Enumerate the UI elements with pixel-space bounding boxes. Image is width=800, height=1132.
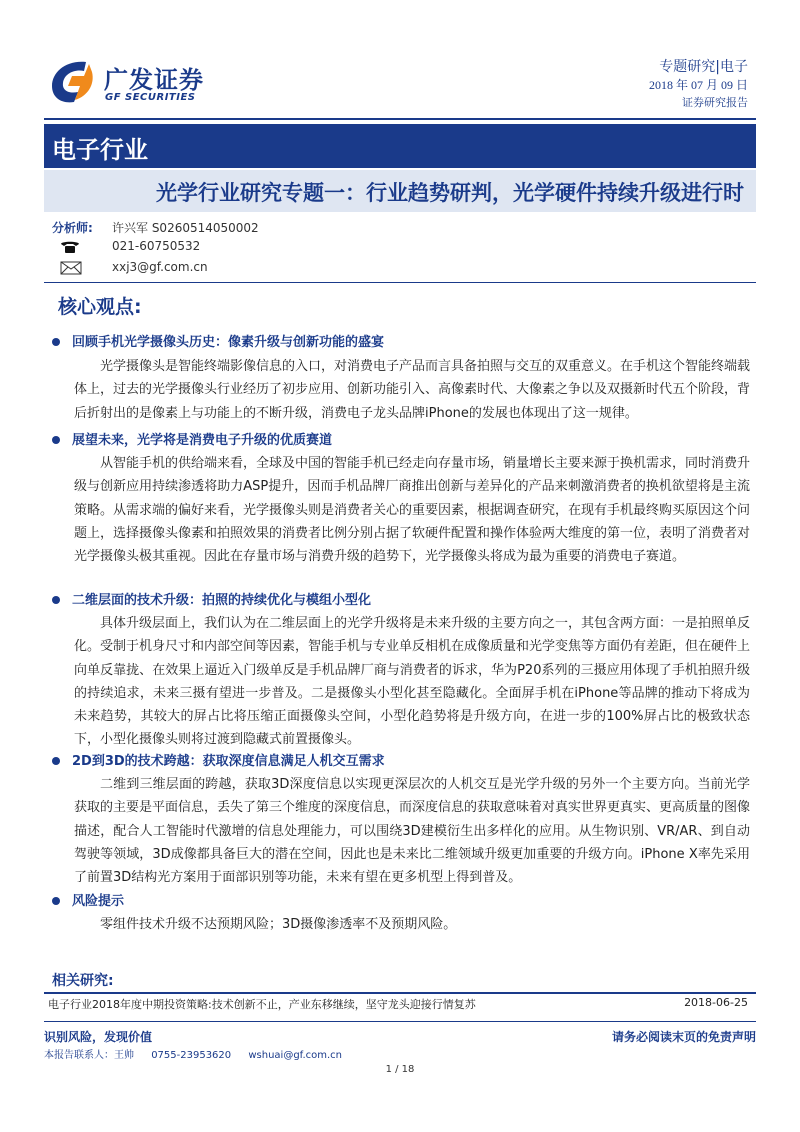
page-number: 1 / 18 <box>385 1064 415 1075</box>
phone-icon <box>52 239 112 254</box>
section-heading-1: 回顾手机光学摄像头历史：像素升级与创新功能的盛宴 <box>52 331 384 350</box>
envelope-icon <box>52 260 112 275</box>
bullet-icon <box>52 897 60 905</box>
analyst-label: 分析师: <box>52 221 93 235</box>
contact-phone: 0755-23953620 <box>151 1050 232 1061</box>
related-research-date: 2018-06-25 <box>684 996 748 1009</box>
footer-slogan: 识别风险，发现价值 <box>44 1030 153 1044</box>
logo-chinese-name: 广发证券 <box>104 66 204 94</box>
analyst-phone: 021-60750532 <box>112 239 201 253</box>
title-band <box>44 170 756 212</box>
analyst-name-id: 许兴军 S0260514050002 <box>112 221 259 235</box>
section-body-risk: 零组件技术升级不达预期风险；3D摄像渗透率不及预期风险。 <box>100 917 457 932</box>
related-divider <box>44 992 756 994</box>
bullet-icon <box>52 596 60 604</box>
analyst-row <box>52 219 259 236</box>
section-heading-3: 二维层面的技术升级：拍照的持续优化与模组小型化 <box>52 589 371 608</box>
industry-band <box>44 124 756 168</box>
analyst-divider <box>44 282 756 283</box>
logo-english-name: GF SECURITIES <box>105 92 196 103</box>
section-body-1: 光学摄像头是智能终端影像信息的入口，对消费电子产品而言具备拍照与交互的双重意义。在手机这个智能终端载体上，过去的光学摄像头行业经历了初步应用、创新功能引入、高像素时代、大像素之争以及双摄新时代五个阶段，背后折射出的是像素上与功能上的不断升级，消费电子龙头品牌iPhone的发展也体现出了这一规律。 <box>74 359 751 421</box>
bullet-icon <box>52 757 60 765</box>
analyst-phone-row <box>52 239 200 254</box>
report-title: 光学行业研究专题一：行业趋势研判，光学硬件持续升级进行时 <box>156 181 744 205</box>
gf-logo-icon <box>48 58 98 106</box>
related-research-title: 相关研究: <box>52 973 114 989</box>
bullet-icon <box>52 436 60 444</box>
analyst-email-row <box>52 260 208 275</box>
report-category: 专题研究|电子 <box>659 59 748 75</box>
footer-contact <box>44 1046 356 1061</box>
report-date: 2018 年 07 月 09 日 <box>648 78 748 92</box>
bullet-icon <box>52 338 60 346</box>
contact-name: 本报告联系人：王帅 <box>44 1050 134 1061</box>
section-heading-4: 2D到3D的技术跨越：获取深度信息满足人机交互需求 <box>52 750 385 769</box>
footer-disclaimer-note: 请务必阅读末页的免责声明 <box>611 1030 756 1044</box>
industry-name: 电子行业 <box>52 136 148 164</box>
section-body-2: 从智能手机的供给端来看，全球及中国的智能手机已经走向存量市场，销量增长主要来源于换机需求，同时消费升级与创新应用持续渗透将助力ASP提升，因而手机品牌厂商推出创新与差异化的产品来刺激消费者的换机欲望将是主流策略。从需求端的偏好来看，光学摄像头则是消费者关心的重要因素，根据调查研究，在现有手机最终购买原因这个问题上，选择摄像头像素和拍照效果的消费者比例分别占据了软硬件配置和操作体验两大维度的第一位，表明了消费者对光学摄像头极其重视。因此在存量市场与消费升级的趋势下，光学摄像头将成为最为重要的消费电子赛道。 <box>74 456 751 565</box>
section-heading-2: 展望未来，光学将是消费电子升级的优质赛道 <box>52 429 332 448</box>
section-body-3: 具体升级层面上，我们认为在二维层面上的光学升级将是未来升级的主要方向之一，其包含两方面：一是拍照单反化。受制于机身尺寸和内部空间等因素，智能手机与专业单反相机在成像质量和光学变焦等方面仍有差距，但在硬件上向单反靠拢、在效果上逼近入门级单反是手机品牌厂商与消费者的诉求，华为P20系列的三摄应用体现了手机拍照升级的持续追求，未来三摄有望进一步普及。二是摄像头小型化甚至隐藏化。全面屏手机在iPhone等品牌的推动下将成为未来趋势，其较大的屏占比将压缩正面摄像头空间，小型化趋势将是升级方向，在进一步的100%屏占比的极致状态下，小型化摄像头则将过渡到隐藏式前置摄像头。 <box>74 616 751 748</box>
analyst-email[interactable]: xxj3@gf.com.cn <box>112 260 208 274</box>
section-body-4: 二维到三维层面的跨越，获取3D深度信息以实现更深层次的人机交互是光学升级的另外一个主要方向。当前光学获取的主要是平面信息，丢失了第三个维度的深度信息，而深度信息的获取意味着对真实世界更真实、更高质量的图像描述，配合人工智能时代激增的信息处理能力，可以围绕3D建模衍生出多样化的应用。从生物识别、VR/AR、到自动驾驶等领域，3D成像都具备巨大的潜在空间，因此也是未来比二维领域升级更加重要的升级方向。iPhone X率先采用了前置3D结构光方案用于面部识别等功能，未来有望在更多机型上得到普及。 <box>74 777 751 886</box>
header-divider <box>44 118 756 120</box>
related-research-item[interactable]: 电子行业2018年度中期投资策略:技术创新不止，产业东移继续，坚守龙头迎接行情复苏 <box>48 998 476 1011</box>
contact-email[interactable]: wshuai@gf.com.cn <box>248 1050 343 1061</box>
section-heading-risk: 风险提示 <box>52 890 124 909</box>
core-views-title: 核心观点: <box>58 296 142 318</box>
header-meta <box>649 58 748 112</box>
gf-logo <box>48 52 233 112</box>
footer-divider <box>44 1021 756 1022</box>
report-type: 证券研究报告 <box>682 96 748 109</box>
